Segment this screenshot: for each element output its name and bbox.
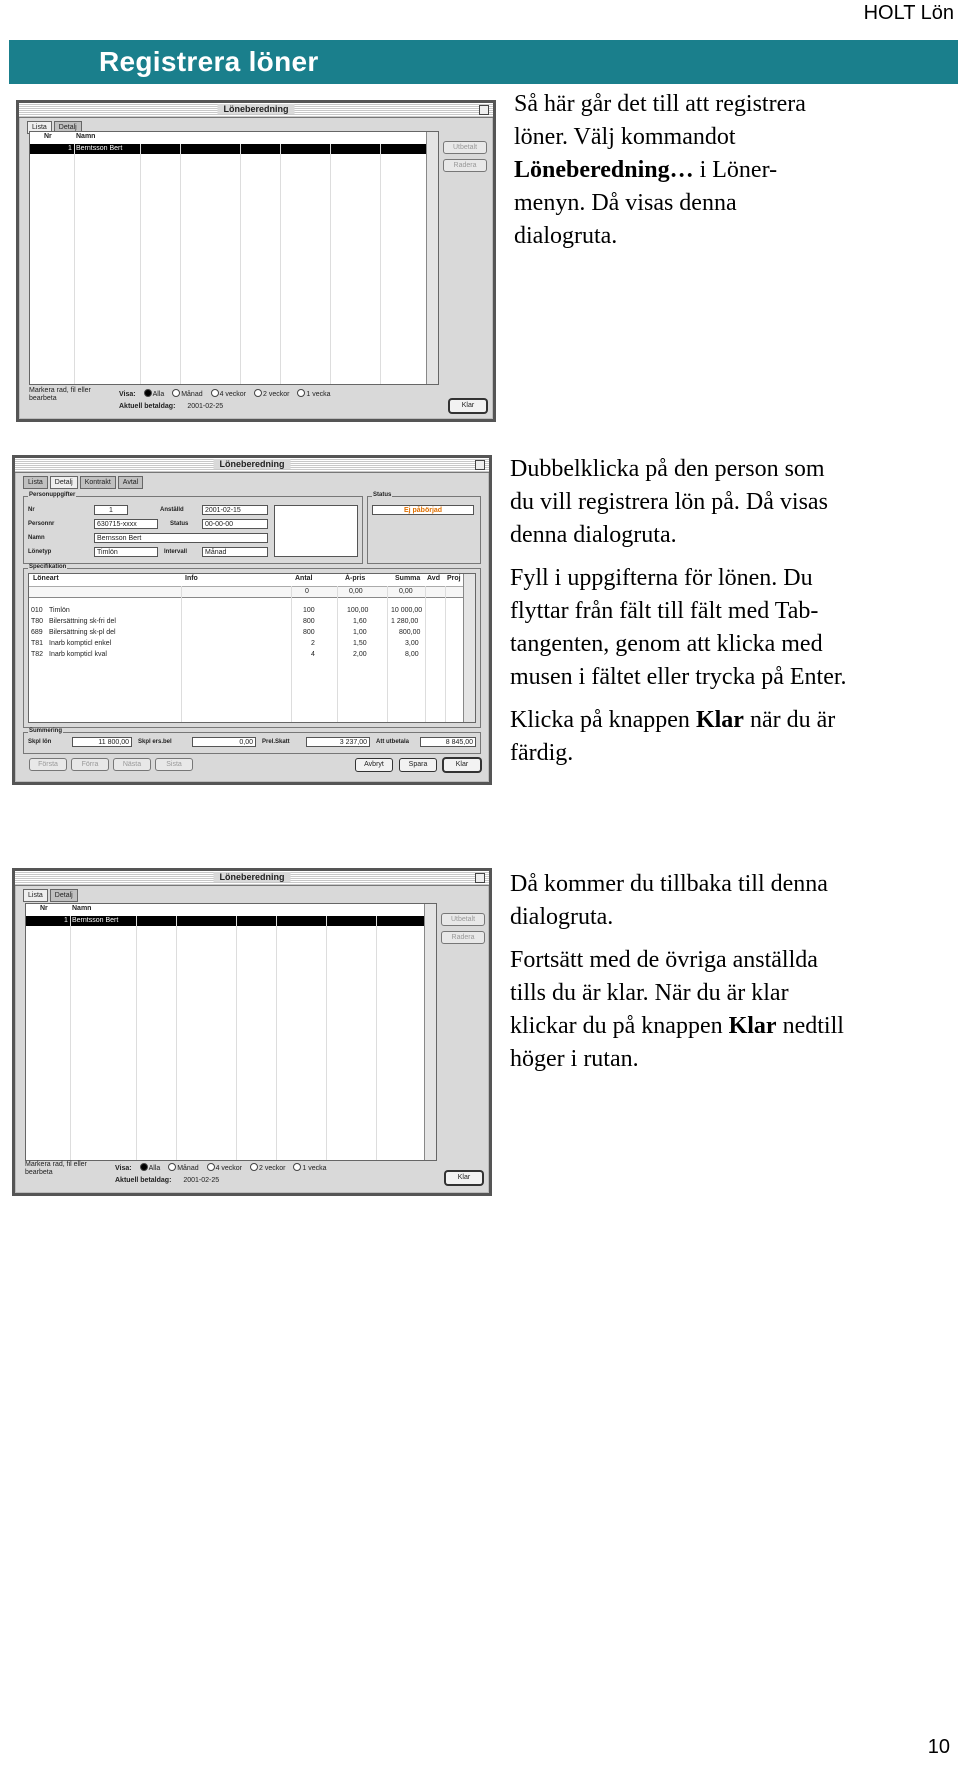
radera-button[interactable]: Radera — [443, 159, 487, 172]
zoom-box-icon[interactable] — [475, 873, 485, 883]
skattfri-field: 0,00 — [192, 737, 256, 747]
klar-button[interactable]: Klar — [445, 1171, 483, 1185]
spec-table[interactable] — [28, 573, 476, 723]
spec-scrollbar[interactable] — [463, 574, 475, 722]
column-divider — [74, 144, 75, 384]
tab-detalj[interactable]: Detalj — [54, 121, 82, 134]
forra-button[interactable]: Förra — [71, 758, 109, 771]
column-divider — [276, 916, 277, 1160]
tab-kontrakt[interactable]: Kontrakt — [80, 476, 116, 489]
window-title: Löneberedning — [218, 104, 295, 114]
footer-legend: Markera rad, fil eller bearbeta — [25, 1161, 87, 1176]
col-name: Namn — [76, 133, 96, 140]
spara-button[interactable]: Spara — [399, 758, 437, 772]
list-window-1 — [16, 100, 496, 422]
col-nr: Nr — [44, 133, 52, 140]
window-titlebar[interactable] — [15, 871, 489, 886]
column-divider — [140, 144, 141, 384]
notes-field[interactable] — [274, 505, 358, 557]
zoom-box-icon[interactable] — [475, 460, 485, 470]
visa-filter: Visa: Alla Månad 4 veckor 2 veckor 1 vecka — [115, 1165, 327, 1172]
utbetalt-button[interactable]: Utbetalt — [443, 141, 487, 154]
list-scrollbar[interactable] — [426, 132, 438, 384]
klar-button[interactable]: Klar — [449, 399, 487, 413]
column-divider — [236, 916, 237, 1160]
summering-group: Summering Skpl lön 11 800,00 Skpl ers.bel 0,00 Prel.Skatt 3 237,00 Att utbetala 8 845,00 — [23, 732, 481, 754]
list-window-2 — [12, 868, 492, 1196]
table-row[interactable]: 1 Berntsson Bert — [26, 916, 424, 926]
brutto-field: 11 800,00 — [72, 737, 132, 747]
radio-alla[interactable] — [140, 1163, 148, 1171]
radera-button[interactable]: Radera — [441, 931, 485, 944]
nr-field[interactable]: 1 — [94, 505, 128, 515]
column-divider — [445, 586, 446, 722]
intervall-field[interactable]: Månad — [202, 547, 268, 557]
lonetyp-field[interactable]: Timlön — [94, 547, 158, 557]
spec-column-header: Löneart Info Antal À-pris Summa Avd Proj — [29, 574, 475, 587]
specifikation-group: Specifikation Löneart Info Antal À-pris Summa Avd Proj 0 0,00 0,00 010 Timlön 100 100,00 10 000,00 T80 Bilersättning sk-fri del 800 1,60 1 280,00 689 Bilersättning sk-pl del 800 1,00 800,00 T81 Inarb kompticl enkel 2 1,50 3,00 T82 Inarb kompticl kval 4 2,00 8,00 — [23, 568, 481, 728]
column-divider — [380, 144, 381, 384]
status-group: Status Ej påbörjad — [367, 496, 481, 564]
table-row[interactable]: 1 Berntsson Bert — [30, 144, 426, 154]
column-divider — [280, 144, 281, 384]
aktuell-betaldag: Aktuell betaldag: 2001-02-25 — [119, 403, 224, 410]
tab-avtal[interactable]: Avtal — [118, 476, 143, 489]
tab-lista[interactable]: Lista — [27, 121, 52, 134]
tab-lista[interactable]: Lista — [23, 889, 48, 902]
window-titlebar[interactable] — [15, 458, 489, 473]
forsta-button[interactable]: Första — [29, 758, 67, 771]
column-divider — [181, 586, 182, 722]
att-utbetala-field: 8 845,00 — [420, 737, 476, 747]
window-title: Löneberedning — [214, 459, 291, 469]
radio-manad[interactable] — [168, 1163, 176, 1171]
radio-2-veckor[interactable] — [254, 389, 262, 397]
status-date-field[interactable]: 00-00-00 — [202, 519, 268, 529]
employee-list[interactable] — [25, 903, 437, 1161]
radio-2-veckor[interactable] — [250, 1163, 258, 1171]
instruction-text-3: Då kommer du tillbaka till denna dialogruta. Fortsätt med de övriga anställda tills du är klar. När du är klar klickar du på knappen Klar nedtill höger i rutan. — [510, 871, 844, 1072]
column-divider — [176, 916, 177, 1160]
nasta-button[interactable]: Nästa — [113, 758, 151, 771]
instruction-text-1: Så här går det till att registrera löner. Välj kommandot Löneberedning… i Löner-menyn. Då visas denna dialogruta. — [514, 91, 806, 249]
column-divider — [387, 586, 388, 722]
klar-button[interactable]: Klar — [443, 758, 481, 772]
banner-title: Registrera löner — [99, 46, 319, 77]
visa-filter: Visa: Alla Månad 4 veckor 2 veckor 1 vecka — [119, 391, 331, 398]
column-divider — [240, 144, 241, 384]
column-divider — [326, 916, 327, 1160]
employee-list[interactable] — [29, 131, 439, 385]
column-divider — [337, 586, 338, 722]
aktuell-betaldag: Aktuell betaldag: 2001-02-25 — [115, 1177, 220, 1184]
column-divider — [180, 144, 181, 384]
tab-bar — [23, 889, 78, 902]
namn-field[interactable]: Bernsson Bert — [94, 533, 268, 543]
radio-1-vecka[interactable] — [293, 1163, 301, 1171]
column-divider — [291, 586, 292, 722]
list-scrollbar[interactable] — [424, 904, 436, 1160]
instruction-text-2: Dubbelklicka på den person som du vill registrera lön på. Då visas denna dialogruta. Fyll i uppgifterna för lönen. Du flyttar från fält till fält med Tab-tangenten, genom att klicka med musen i fältet eller trycka på Enter. Klicka på knappen Klar när du är färdig. — [510, 456, 847, 766]
detail-window — [12, 455, 492, 785]
status-indicator: Ej påbörjad — [372, 505, 474, 515]
section-banner — [9, 40, 958, 84]
table-row[interactable]: T80 Bilersättning sk-fri del 800 1,60 1 280,00 — [31, 618, 419, 625]
list-column-header: Nr Namn — [26, 904, 436, 917]
radio-4-veckor[interactable] — [211, 389, 219, 397]
table-row[interactable]: 010 Timlön 100 100,00 10 000,00 — [31, 607, 423, 614]
table-row[interactable]: T81 Inarb kompticl enkel 2 1,50 3,00 — [31, 640, 419, 647]
radio-manad[interactable] — [172, 389, 180, 397]
sista-button[interactable]: Sista — [155, 758, 193, 771]
spec-input-row[interactable]: 0 0,00 0,00 — [29, 587, 463, 598]
anstalld-field[interactable]: 2001-02-15 — [202, 505, 268, 515]
column-divider — [376, 916, 377, 1160]
tab-bar — [23, 476, 143, 489]
utbetalt-button[interactable]: Utbetalt — [441, 913, 485, 926]
page-number: 10 — [927, 1736, 950, 1758]
window-title: Löneberedning — [214, 872, 291, 882]
radio-alla[interactable] — [144, 389, 152, 397]
table-row[interactable]: T82 Inarb kompticl kval 4 2,00 8,00 — [31, 651, 419, 658]
tab-detalj[interactable]: Detalj — [50, 889, 78, 902]
column-divider — [425, 586, 426, 722]
column-divider — [330, 144, 331, 384]
tab-detalj[interactable]: Detalj — [50, 476, 78, 489]
zoom-box-icon[interactable] — [479, 105, 489, 115]
radio-1-vecka[interactable] — [297, 389, 305, 397]
table-row[interactable]: 689 Bilersättning sk-pl del 800 1,00 800,00 — [31, 629, 421, 636]
column-divider — [136, 916, 137, 1160]
footer-legend: Markera rad, fil eller bearbeta — [29, 387, 91, 402]
window-titlebar[interactable] — [19, 103, 493, 118]
header-title: HOLT Lön — [863, 2, 954, 24]
column-divider — [70, 916, 71, 1160]
personnr-field[interactable]: 630715-xxxx — [94, 519, 158, 529]
prelskatt-field: 3 237,00 — [306, 737, 370, 747]
personuppgifter-group: Personuppgifter Nr 1 Anställd 2001-02-15 Personnr 630715-xxxx Status 00-00-00 Namn Bernsson Bert Lönetyp Timlön Intervall Månad — [23, 496, 363, 564]
avbryt-button[interactable]: Avbryt — [355, 758, 393, 772]
tab-lista[interactable]: Lista — [23, 476, 48, 489]
radio-4-veckor[interactable] — [207, 1163, 215, 1171]
